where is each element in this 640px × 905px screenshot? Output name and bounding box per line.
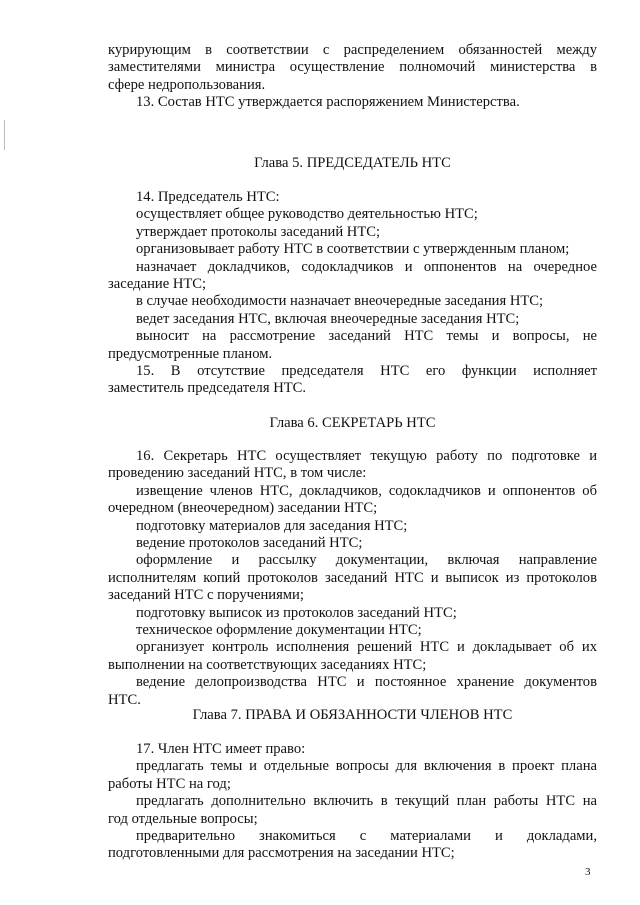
text-line: 15. В отсутствие председателя НТС его функции исполняет bbox=[136, 363, 597, 380]
chapter-6-body bbox=[108, 448, 597, 709]
text-line: техническое оформление документации НТС; bbox=[136, 622, 422, 639]
text-line: подготовку материалов для заседания НТС; bbox=[136, 517, 408, 534]
text-line: исполнителям копий протоколов заседаний НТС и выписок из протоколов bbox=[108, 569, 597, 586]
text-line: 13. Состав НТС утверждается распоряжением Министерства. bbox=[136, 94, 520, 111]
chapter-7 bbox=[108, 707, 597, 724]
chapter-6 bbox=[108, 415, 597, 432]
text-line: в случае необходимости назначает внеочередные заседания НТС; bbox=[136, 293, 544, 310]
text-line: назначает докладчиков, содокладчиков и оппонентов на очередное bbox=[136, 258, 597, 275]
text-line: заместитель председателя НТС. bbox=[108, 380, 307, 397]
text-line: осуществляет общее руководство деятельностью НТС; bbox=[136, 206, 478, 223]
text-line: заседание НТС; bbox=[108, 276, 207, 293]
text-line: ведет заседания НТС, включая внеочередные заседания НТС; bbox=[136, 310, 520, 327]
scan-edge-mark bbox=[4, 120, 5, 150]
text-line: выносит на рассмотрение заседаний НТС темы и вопросы, не bbox=[136, 328, 597, 345]
text-line: выполнении на соответствующих заседаниях НТС; bbox=[108, 656, 427, 673]
text-line: организует контроль исполнения решений НТС и докладывает об их bbox=[136, 639, 597, 656]
text-line: утверждает протоколы заседаний НТС; bbox=[136, 223, 381, 240]
text-line: НТС. bbox=[108, 691, 141, 708]
text-line: оформление и рассылку документации, включая направление bbox=[136, 552, 597, 569]
text-line: предлагать темы и отдельные вопросы для включения в проект плана bbox=[136, 758, 597, 775]
text-line: очередном (внеочередном) заседании НТС; bbox=[108, 500, 378, 517]
text-line: сфере недропользования. bbox=[108, 76, 266, 93]
chapter-7-body bbox=[108, 741, 597, 863]
text-line: работы НТС на год; bbox=[108, 775, 231, 792]
text-line: заместителями министра осуществление полномочий министерства в bbox=[108, 59, 597, 76]
text-line: ведение протоколов заседаний НТС; bbox=[136, 535, 363, 552]
chapter-5-body bbox=[108, 189, 597, 398]
paragraph-top bbox=[108, 42, 597, 112]
text-line: проведению заседаний НТС, в том числе: bbox=[108, 465, 367, 482]
text-line: подготовку выписок из протоколов заседаний НТС; bbox=[136, 604, 457, 621]
text-line: 14. Председатель НТС: bbox=[136, 189, 280, 205]
text-line: подготовленными для рассмотрения на заседании НТС; bbox=[108, 845, 455, 862]
text-line: курирующим в соответствии с распределением обязанностей между bbox=[108, 42, 597, 58]
text-line: ведение делопроизводства НТС и постоянное хранение документов bbox=[136, 674, 597, 691]
text-line: предлагать дополнительно включить в текущий план работы НТС на bbox=[136, 793, 597, 810]
text-line: год отдельные вопросы; bbox=[108, 810, 258, 827]
text-line: предварительно знакомиться с материалами и докладами, bbox=[136, 828, 597, 845]
chapter-6-title: Глава 6. СЕКРЕТАРЬ НТС bbox=[269, 415, 436, 431]
chapter-5 bbox=[108, 155, 597, 172]
chapter-5-title: Глава 5. ПРЕДСЕДАТЕЛЬ НТС bbox=[254, 155, 451, 171]
chapter-7-title: Глава 7. ПРАВА И ОБЯЗАННОСТИ ЧЛЕНОВ НТС bbox=[192, 707, 513, 723]
text-line: извещение членов НТС, докладчиков, содокладчиков и оппонентов об bbox=[136, 482, 597, 499]
page-number: 3 bbox=[585, 866, 591, 878]
text-line: 17. Член НТС имеет право: bbox=[136, 741, 306, 757]
text-line: организовывает работу НТС в соответствии с утвержденным планом; bbox=[136, 241, 570, 258]
text-line: предусмотренные планом. bbox=[108, 345, 273, 362]
text-line: 16. Секретарь НТС осуществляет текущую работу по подготовке и bbox=[136, 448, 597, 464]
text-line: заседаний НТС с поручениями; bbox=[108, 587, 304, 604]
